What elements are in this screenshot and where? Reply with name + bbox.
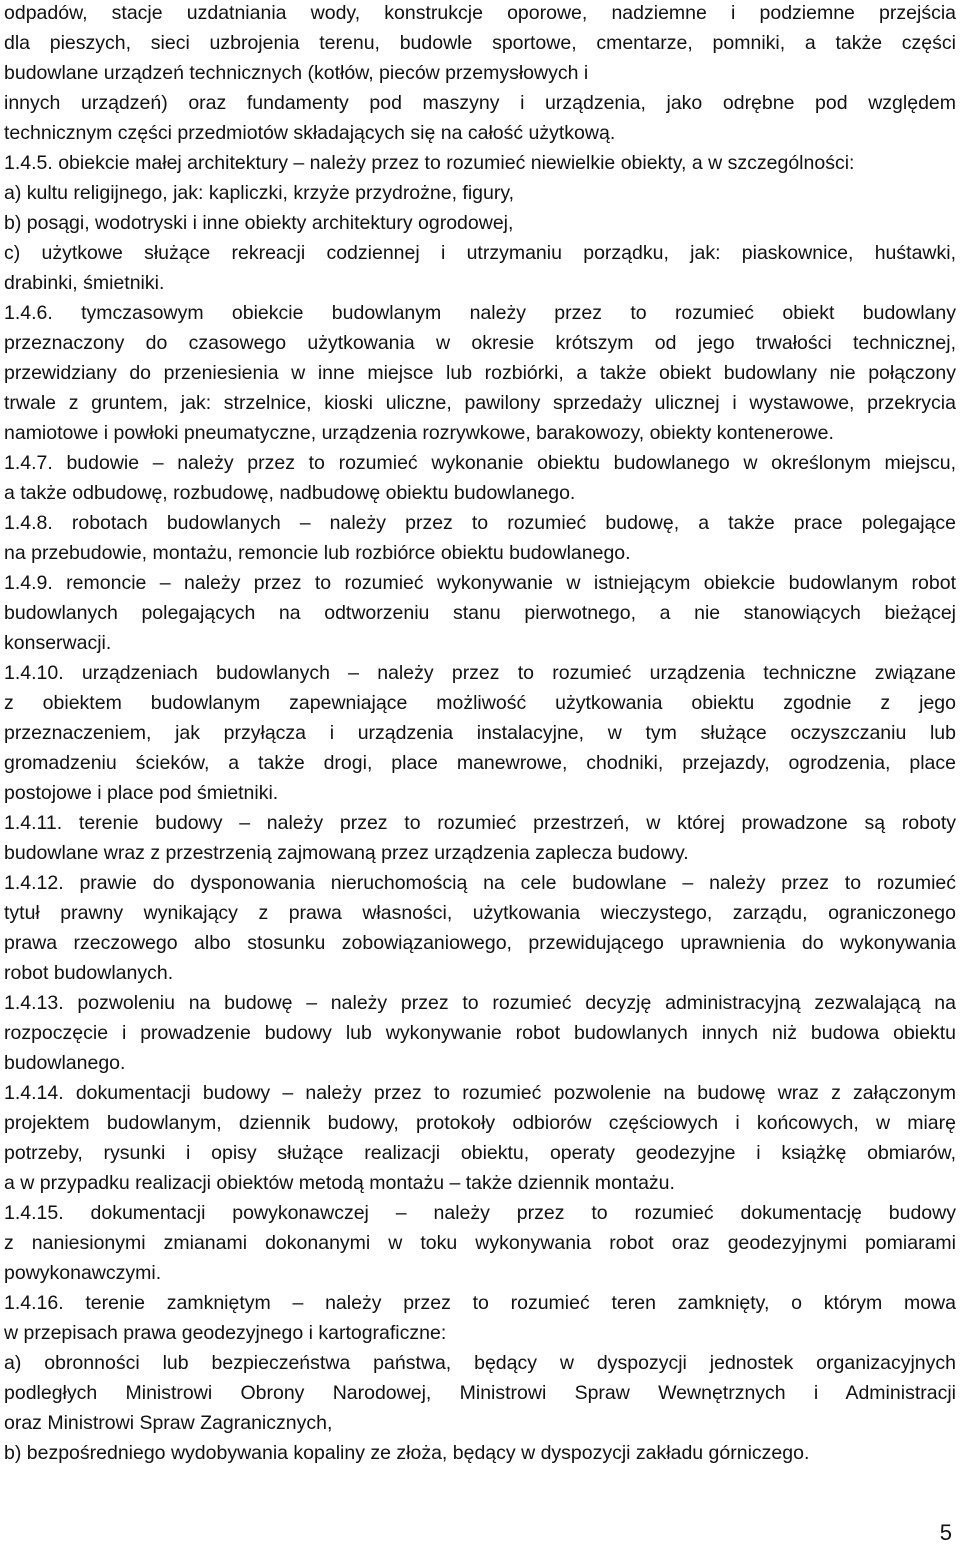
text-line: oraz Ministrowi Spraw Zagranicznych, [4, 1412, 333, 1434]
document-page [4, 0, 956, 1468]
text-line: drabinki, śmietniki. [4, 272, 165, 294]
text-line: powykonawczymi. [4, 1262, 162, 1284]
text-line: a) kultu religijnego, jak: kapliczki, krzyże przydrożne, figury, [4, 182, 515, 204]
text-line: 1.4.10. urządzeniach budowlanych – należy przez to rozumieć urządzenia techniczne związane [4, 662, 956, 684]
text-line: budowlanych polegających na odtworzeniu stanu pierwotnego, a nie stanowiących bieżącej [4, 602, 956, 624]
text-line: a) obronności lub bezpieczeństwa państwa, będący w dyspozycji jednostek organizacyjnych [4, 1352, 956, 1374]
text-line: na przebudowie, montażu, remoncie lub rozbiórce obiektu budowlanego. [4, 542, 631, 564]
text-line: budowlane urządzeń technicznych (kotłów, pieców przemysłowych i [4, 62, 589, 84]
text-line: b) posągi, wodotryski i inne obiekty architektury ogrodowej, [4, 212, 514, 234]
text-line: prawa rzeczowego albo stosunku zobowiązaniowego, przewidującego uprawnienia do wykonywania [4, 932, 956, 954]
text-line: 1.4.8. robotach budowlanych – należy przez to rozumieć budowę, a także prace polegające [4, 512, 956, 534]
text-line: innych urządzeń) oraz fundamenty pod maszyny i urządzenia, jako odrębne pod względem [4, 92, 956, 114]
text-line: 1.4.9. remoncie – należy przez to rozumieć wykonywanie w istniejącym obiekcie budowlanym robot [4, 572, 956, 594]
page-number: 5 [939, 1520, 952, 1545]
text-line: 1.4.11. terenie budowy – należy przez to rozumieć przestrzeń, w której prowadzone są roboty [4, 812, 956, 834]
text-line: z obiektem budowlanym zapewniające możliwość użytkowania obiektu zgodnie z jego [4, 692, 956, 714]
text-line: a w przypadku realizacji obiektów metodą montażu – także dziennik montażu. [4, 1172, 675, 1194]
text-line: 1.4.12. prawie do dysponowania nieruchomością na cele budowlane – należy przez to rozumieć [4, 872, 956, 894]
text-line: robot budowlanych. [4, 962, 174, 984]
text-line: gromadzeniu ścieków, a także drogi, place manewrowe, chodniki, przejazdy, ogrodzenia, place [4, 752, 956, 774]
text-line: projektem budowlanym, dziennik budowy, protokoły odbiorów częściowych i końcowych, w miarę [4, 1112, 956, 1134]
text-line: namiotowe i powłoki pneumatyczne, urządzenia rozrywkowe, barakowozy, obiekty kontenerowe. [4, 422, 834, 444]
text-line: trwale z gruntem, jak: strzelnice, kioski uliczne, pawilony sprzedaży ulicznej i wystawowe, przekrycia [4, 392, 956, 414]
text-line: 1.4.7. budowie – należy przez to rozumieć wykonanie obiektu budowlanego w określonym miejscu, [4, 452, 956, 474]
text-line: dla pieszych, sieci uzbrojenia terenu, budowle sportowe, cmentarze, pomniki, a także części [4, 32, 956, 54]
text-line: 1.4.16. terenie zamkniętym – należy przez to rozumieć teren zamknięty, o którym mowa [4, 1292, 956, 1314]
text-line: b) bezpośredniego wydobywania kopaliny ze złoża, będący w dyspozycji zakładu górniczego. [4, 1442, 810, 1464]
text-line: przeznaczony do czasowego użytkowania w okresie krótszym od jego trwałości technicznej, [4, 332, 956, 354]
text-line: przewidziany do przeniesienia w inne miejsce lub rozbiórki, a także obiekt budowlany nie połączony [4, 362, 956, 384]
text-line: technicznym części przedmiotów składających się na całość użytkową. [4, 122, 616, 144]
text-line: a także odbudowę, rozbudowę, nadbudowę obiektu budowlanego. [4, 482, 576, 504]
text-line: 1.4.5. obiekcie małej architektury – należy przez to rozumieć niewielkie obiekty, a w szczególności: [4, 152, 855, 174]
text-line: podległych Ministrowi Obrony Narodowej, Ministrowi Spraw Wewnętrznych i Administracji [4, 1382, 956, 1404]
text-line: budowlanego. [4, 1052, 126, 1074]
text-line: z naniesionymi zmianami dokonanymi w toku wykonywania robot oraz geodezyjnymi pomiarami [4, 1232, 956, 1254]
text-line: budowlane wraz z przestrzenią zajmowaną przez urządzenia zaplecza budowy. [4, 842, 689, 864]
text-line: 1.4.15. dokumentacji powykonawczej – należy przez to rozumieć dokumentację budowy [4, 1202, 956, 1224]
text-line: przeznaczeniem, jak przyłącza i urządzenia instalacyjne, w tym służące oczyszczaniu lub [4, 722, 956, 744]
text-line: c) użytkowe służące rekreacji codziennej i utrzymaniu porządku, jak: piaskownice, huśtawki, [4, 242, 956, 264]
text-line: konserwacji. [4, 632, 112, 654]
text-line: rozpoczęcie i prowadzenie budowy lub wykonywanie robot budowlanych innych niż budowa obiektu [4, 1022, 956, 1044]
text-line: tytuł prawny wynikający z prawa własności, użytkowania wieczystego, zarządu, ograniczonego [4, 902, 956, 924]
text-line: 1.4.14. dokumentacji budowy – należy przez to rozumieć pozwolenie na budowę wraz z załączonym [4, 1082, 956, 1104]
text-line: potrzeby, rysunki i opisy służące realizacji obiektu, operaty geodezyjne i książkę obmiarów, [4, 1142, 956, 1164]
text-line: w przepisach prawa geodezyjnego i kartograficzne: [4, 1322, 447, 1344]
text-line: odpadów, stacje uzdatniania wody, konstrukcje oporowe, nadziemne i podziemne przejścia [4, 2, 956, 24]
text-line: postojowe i place pod śmietniki. [4, 782, 279, 804]
text-line: 1.4.13. pozwoleniu na budowę – należy przez to rozumieć decyzję administracyjną zezwalającą na [4, 992, 956, 1014]
text-line: 1.4.6. tymczasowym obiekcie budowlanym należy przez to rozumieć obiekt budowlany [4, 302, 956, 324]
